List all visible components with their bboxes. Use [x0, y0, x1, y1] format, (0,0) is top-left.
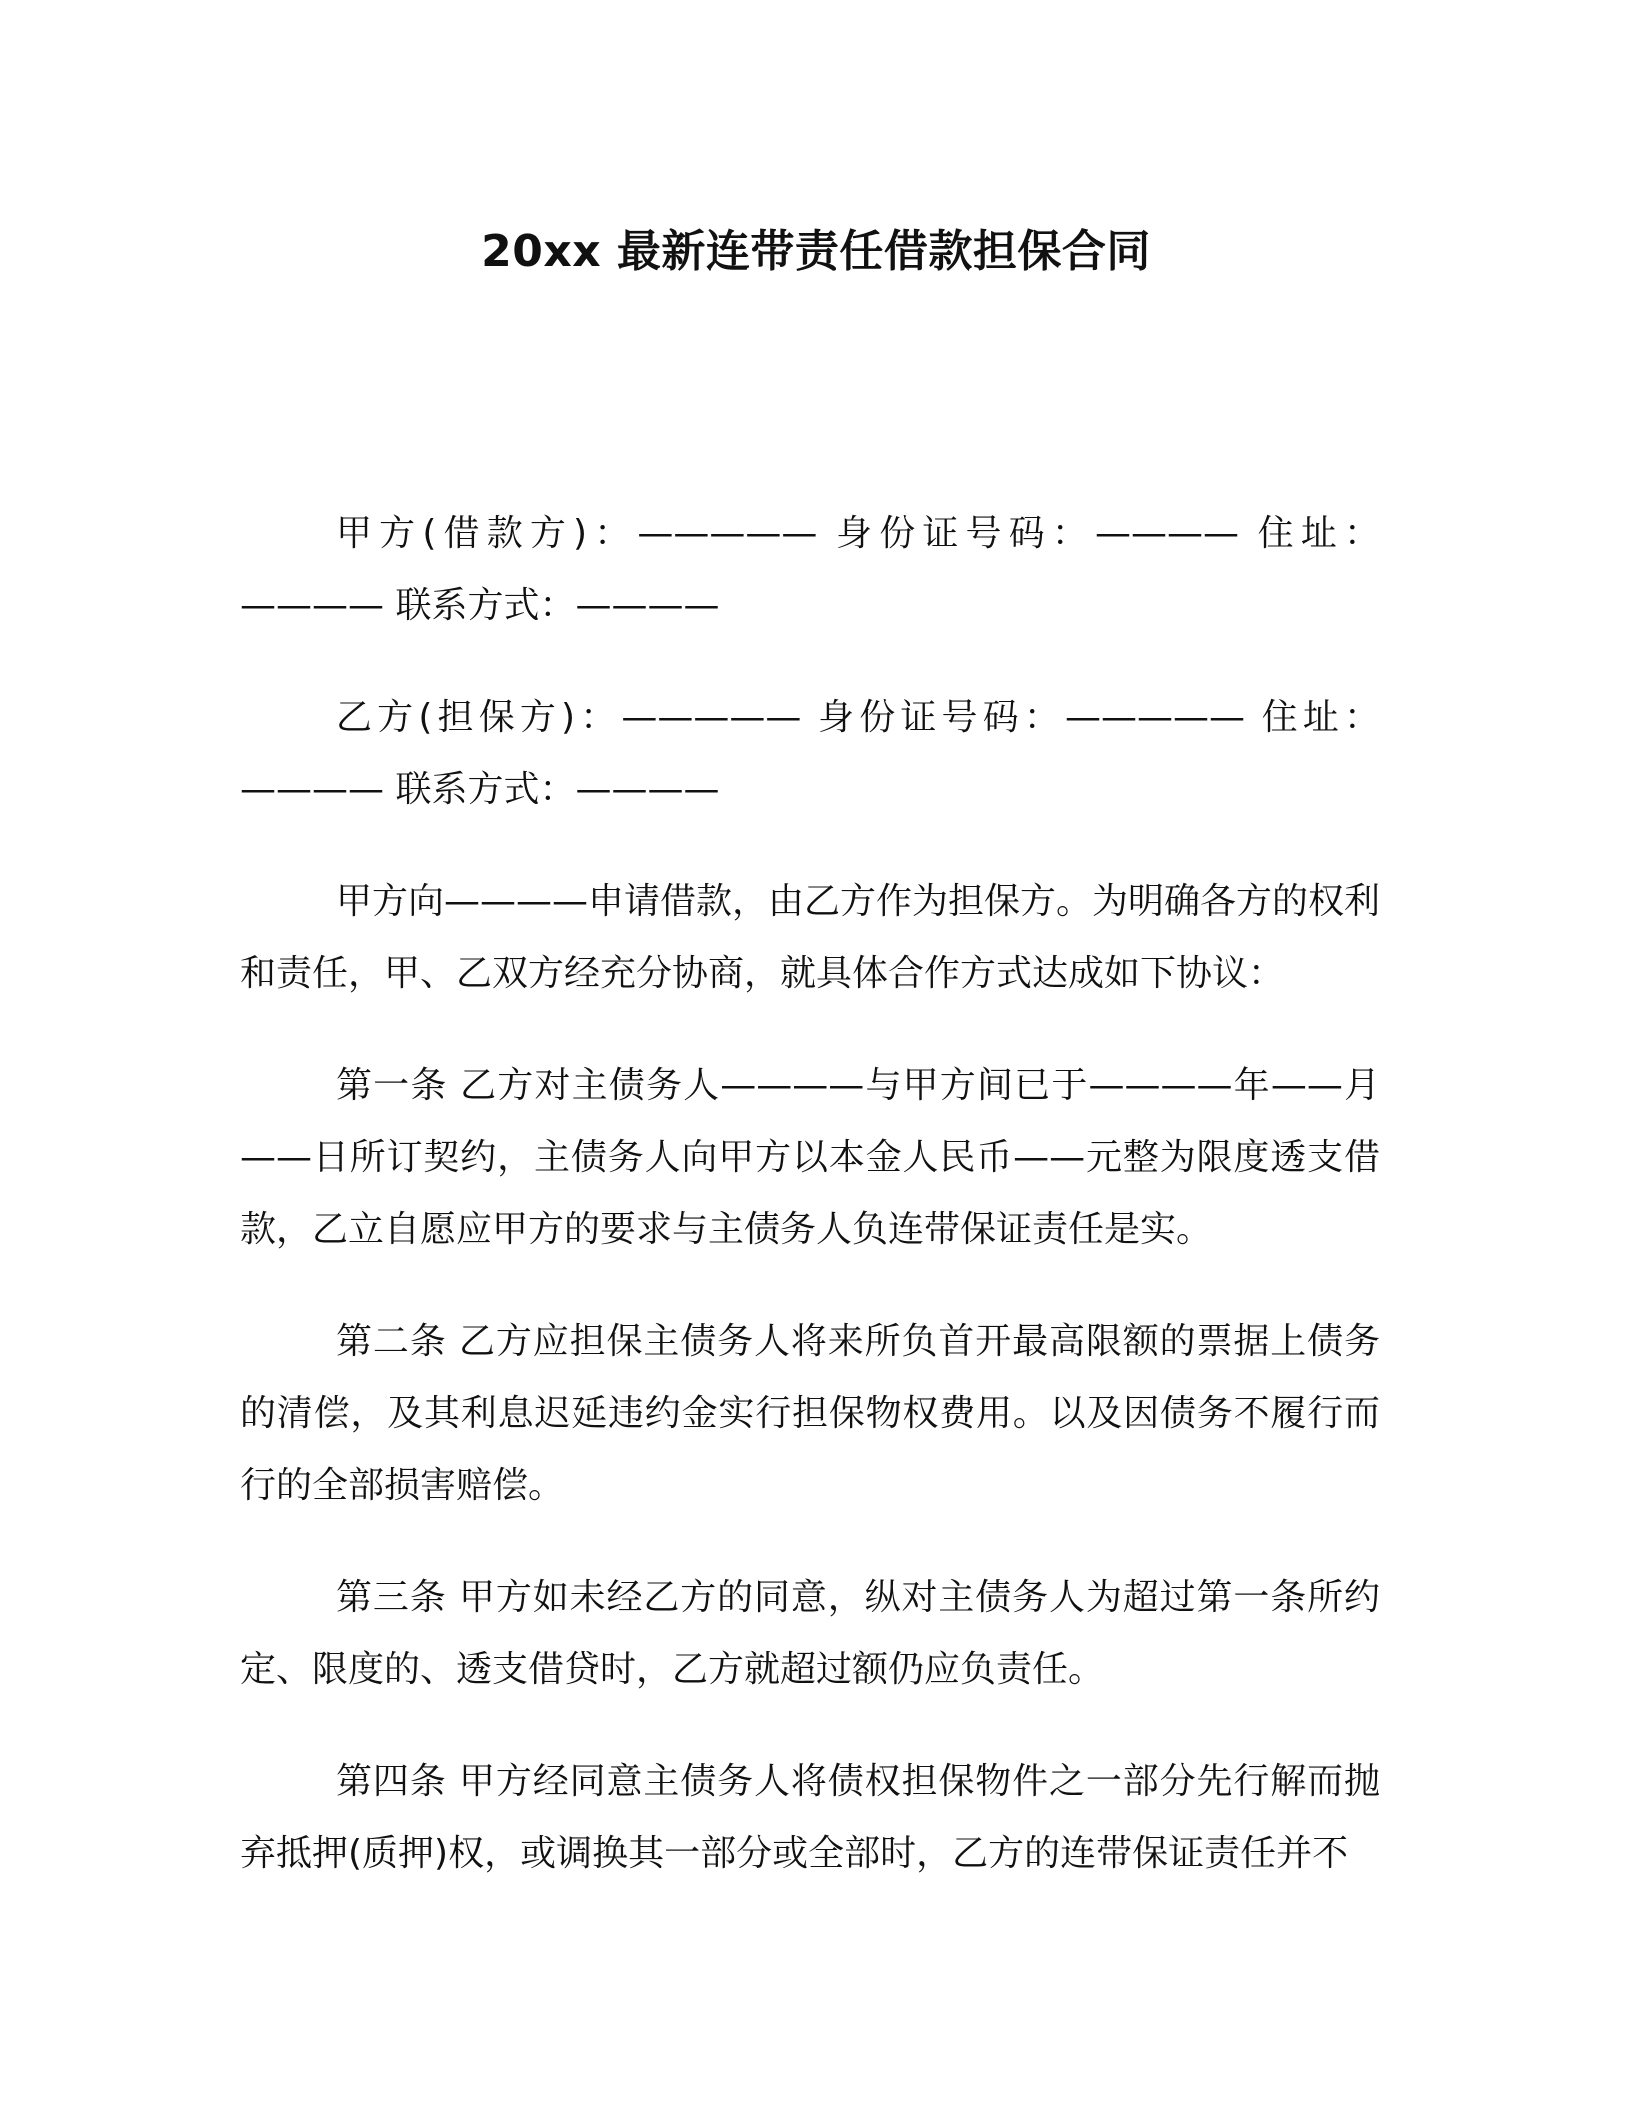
document-body: [240, 498, 1380, 1930]
article-2: 第二条 乙方应担保主债务人将来所负首开最高限额的票据上债务的清偿，及其利息迟延违约金实行担保物权费用。以及因债务不履行而行的全部损害赔偿。: [240, 1321, 1380, 1506]
party-b-info: 乙方(担保方)：————— 身份证号码：————— 住址：———— 联系方式：————: [240, 697, 1380, 810]
article-4: 第四条 甲方经同意主债务人将债权担保物件之一部分先行解而抛弃抵押(质押)权，或调换其一部分或全部时，乙方的连带保证责任并不: [240, 1761, 1380, 1874]
party-a-info: 甲方(借款方)：————— 身份证号码：———— 住址：———— 联系方式：————: [240, 513, 1380, 626]
article-1: 第一条 乙方对主债务人————与甲方间已于————年——月——日所订契约，主债务人向甲方以本金人民币——元整为限度透支借款，乙立自愿应甲方的要求与主债务人负连带保证责任是实。: [240, 1065, 1380, 1250]
preamble-paragraph: 甲方向————申请借款，由乙方作为担保方。为明确各方的权利和责任，甲、乙双方经充分协商，就具体合作方式达成如下协议：: [240, 881, 1381, 994]
article-3: 第三条 甲方如未经乙方的同意，纵对主债务人为超过第一条所约定、限度的、透支借贷时，乙方就超过额仍应负责任。: [240, 1577, 1380, 1690]
document-title: 20xx 最新连带责任借款担保合同: [481, 226, 1151, 277]
